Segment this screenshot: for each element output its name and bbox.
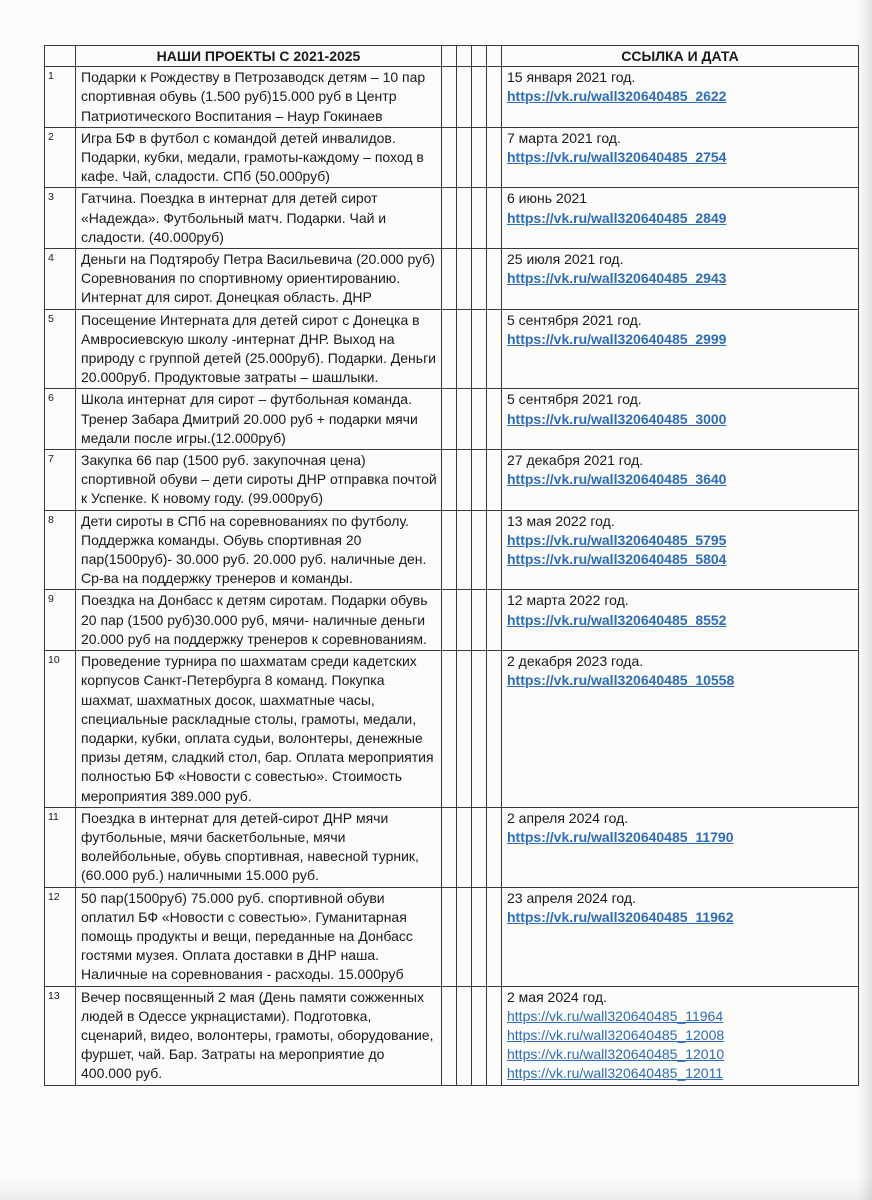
project-description: Посещение Интерната для детей сирот с Донецка в Амвросиевскую школу -интернат ДНР. Выход на природу с группой детей (25.000руб). Подарки. Деньги 20.000руб. Продуктовые затраты – шашлыки. xyxy=(76,309,442,389)
blank-cell xyxy=(487,510,502,590)
project-link[interactable]: https://vk.ru/wall320640485_12010 xyxy=(507,1046,725,1063)
table-row xyxy=(45,188,859,249)
blank-cell xyxy=(487,887,502,986)
blank-cell xyxy=(442,188,457,249)
table-header-row xyxy=(45,46,859,67)
blank-cell xyxy=(472,986,487,1085)
blank-cell xyxy=(472,309,487,389)
blank-cell xyxy=(472,389,487,450)
blank-cell xyxy=(487,807,502,887)
project-date: 5 сентября 2021 год. xyxy=(507,391,642,408)
row-number: 13 xyxy=(45,986,76,1085)
project-link[interactable]: https://vk.ru/wall320640485_3000 xyxy=(507,410,727,427)
blank-cell xyxy=(472,249,487,310)
project-link[interactable]: https://vk.ru/wall320640485_2622 xyxy=(507,88,727,105)
project-description: Дети сироты в СПб на соревнованиях по футболу. Поддержка команды. Обувь спортивная 20 пар(1500руб)- 30.000 руб. 20.000 руб. наличные ден. Ср-ва на поддержку тренеров и команды. xyxy=(76,510,442,590)
table-row xyxy=(45,510,859,590)
blank-cell xyxy=(457,127,472,188)
table-row xyxy=(45,67,859,128)
project-date: 23 апреля 2024 год. xyxy=(507,889,636,906)
project-link[interactable]: https://vk.ru/wall320640485_11964 xyxy=(507,1007,724,1024)
link-date-cell xyxy=(502,651,859,808)
blank-cell xyxy=(487,590,502,651)
project-description: Школа интернат для сирот – футбольная команда. Тренер Забара Дмитрий 20.000 руб + подарки мячи медали после игры.(12.000руб) xyxy=(76,389,442,450)
project-link[interactable]: https://vk.ru/wall320640485_11790 xyxy=(507,828,734,845)
blank-cell xyxy=(442,590,457,651)
blank-cell xyxy=(457,887,472,986)
project-date: 27 декабря 2021 год. xyxy=(507,452,644,469)
blank-cell xyxy=(457,309,472,389)
blank-cell xyxy=(487,986,502,1085)
blank-cell xyxy=(472,67,487,128)
blank-cell xyxy=(457,590,472,651)
row-number: 12 xyxy=(45,887,76,986)
page-edge-shadow xyxy=(858,0,872,1200)
project-link[interactable]: https://vk.ru/wall320640485_2849 xyxy=(507,209,727,226)
project-description: Проведение турнира по шахматам среди кадетских корпусов Санкт-Петербурга 8 команд. Покупка шахмат, шахматных досок, шахматные часы, специальные раскладные столы, грамоты, медали, подарки, кубки, оплата судьи, волонтеры, денежные призы детям, сладкий стол, бар. Оплата мероприятия полностью БФ «Новости с совестью». Стоимость мероприятия 389.000 руб. xyxy=(76,651,442,808)
header-blank xyxy=(472,46,487,67)
table-row xyxy=(45,249,859,310)
link-date-cell xyxy=(502,389,859,450)
row-number: 11 xyxy=(45,807,76,887)
blank-cell xyxy=(472,450,487,511)
blank-cell xyxy=(457,807,472,887)
project-date: 2 декабря 2023 года. xyxy=(507,653,644,670)
table-row xyxy=(45,389,859,450)
header-projects: НАШИ ПРОЕКТЫ С 2021-2025 xyxy=(76,46,442,67)
blank-cell xyxy=(457,249,472,310)
project-description: Деньги на Подтяробу Петра Васильевича (20.000 руб) Соревнования по спортивному ориентированию. Интернат для сирот. Донецкая область. ДНР xyxy=(76,249,442,310)
blank-cell xyxy=(472,887,487,986)
blank-cell xyxy=(457,510,472,590)
row-number: 6 xyxy=(45,389,76,450)
link-date-cell xyxy=(502,127,859,188)
blank-cell xyxy=(442,986,457,1085)
project-link[interactable]: https://vk.ru/wall320640485_5804 xyxy=(507,551,727,568)
project-description: Поездка на Донбасс к детям сиротам. Подарки обувь 20 пар (1500 руб)30.000 руб, мячи- наличные деньги 20.000 руб на поддержку тренеров к соревнованиям. xyxy=(76,590,442,651)
blank-cell xyxy=(442,510,457,590)
projects-table xyxy=(44,45,859,1086)
row-number: 4 xyxy=(45,249,76,310)
project-description: Игра БФ в футбол с командой детей инвалидов. Подарки, кубки, медали, грамоты-каждому – поход в кафе. Чай, сладости. СПб (50.000руб) xyxy=(76,127,442,188)
link-date-cell xyxy=(502,309,859,389)
project-link[interactable]: https://vk.ru/wall320640485_2999 xyxy=(507,330,727,347)
header-blank xyxy=(442,46,457,67)
blank-cell xyxy=(472,651,487,808)
row-number: 8 xyxy=(45,510,76,590)
table-row xyxy=(45,127,859,188)
link-date-cell xyxy=(502,249,859,310)
blank-cell xyxy=(472,510,487,590)
blank-cell xyxy=(442,309,457,389)
project-description: 50 пар(1500руб) 75.000 руб. спортивной обуви оплатил БФ «Новости с совестью». Гуманитарная помощь продукты и вещи, переданные на Донбасс гостями музея. Оплата доставки в ДНР наша. Наличные на соревнования - расходы. 15.000руб xyxy=(76,887,442,986)
project-date: 15 января 2021 год. xyxy=(507,69,636,86)
blank-cell xyxy=(442,887,457,986)
project-link[interactable]: https://vk.ru/wall320640485_10558 xyxy=(507,672,735,689)
blank-cell xyxy=(442,127,457,188)
project-link[interactable]: https://vk.ru/wall320640485_12011 xyxy=(507,1065,724,1082)
blank-cell xyxy=(487,249,502,310)
blank-cell xyxy=(487,127,502,188)
blank-cell xyxy=(487,651,502,808)
row-number: 9 xyxy=(45,590,76,651)
blank-cell xyxy=(487,389,502,450)
blank-cell xyxy=(442,450,457,511)
blank-cell xyxy=(472,188,487,249)
project-date: 12 марта 2022 год. xyxy=(507,592,629,609)
blank-cell xyxy=(457,188,472,249)
header-link-date: ССЫЛКА И ДАТА xyxy=(502,46,859,67)
header-blank xyxy=(457,46,472,67)
project-description: Закупка 66 пар (1500 руб. закупочная цена) спортивной обуви – дети сироты ДНР отправка почтой к Успенке. К новому году. (99.000руб) xyxy=(76,450,442,511)
row-number: 3 xyxy=(45,188,76,249)
blank-cell xyxy=(457,67,472,128)
project-link[interactable]: https://vk.ru/wall320640485_2754 xyxy=(507,149,727,166)
link-date-cell xyxy=(502,807,859,887)
blank-cell xyxy=(442,67,457,128)
project-description: Подарки к Рождеству в Петрозаводск детям – 10 пар спортивная обувь (1.500 руб)15.000 руб в Центр Патриотического Воспитания – Наур Гокинаев xyxy=(76,67,442,128)
project-link[interactable]: https://vk.ru/wall320640485_2943 xyxy=(507,270,727,287)
project-link[interactable]: https://vk.ru/wall320640485_8552 xyxy=(507,611,727,628)
project-date: 5 сентября 2021 год. xyxy=(507,311,642,328)
project-link[interactable]: https://vk.ru/wall320640485_11962 xyxy=(507,908,734,925)
table-row xyxy=(45,309,859,389)
table-row xyxy=(45,986,859,1085)
blank-cell xyxy=(487,309,502,389)
project-link[interactable]: https://vk.ru/wall320640485_5795 xyxy=(507,531,727,548)
page-bottom-shadow xyxy=(0,1178,872,1200)
blank-cell xyxy=(457,450,472,511)
blank-cell xyxy=(442,389,457,450)
project-date: 2 мая 2024 год. xyxy=(507,988,607,1005)
project-link[interactable]: https://vk.ru/wall320640485_12008 xyxy=(507,1026,725,1043)
link-date-cell xyxy=(502,510,859,590)
table-row xyxy=(45,887,859,986)
link-date-cell xyxy=(502,887,859,986)
blank-cell xyxy=(442,651,457,808)
table-row xyxy=(45,450,859,511)
row-number: 10 xyxy=(45,651,76,808)
header-blank xyxy=(487,46,502,67)
blank-cell xyxy=(472,807,487,887)
row-number: 5 xyxy=(45,309,76,389)
blank-cell xyxy=(487,450,502,511)
link-date-cell xyxy=(502,986,859,1085)
row-number: 7 xyxy=(45,450,76,511)
link-date-cell xyxy=(502,590,859,651)
blank-cell xyxy=(457,389,472,450)
project-date: 6 июнь 2021 xyxy=(507,190,588,207)
table-row xyxy=(45,651,859,808)
row-number: 1 xyxy=(45,67,76,128)
project-date: 25 июля 2021 год. xyxy=(507,251,624,268)
project-date: 13 мая 2022 год. xyxy=(507,512,615,529)
table-row xyxy=(45,590,859,651)
link-date-cell xyxy=(502,450,859,511)
project-date: 7 марта 2021 год. xyxy=(507,129,621,146)
project-link[interactable]: https://vk.ru/wall320640485_3640 xyxy=(507,471,727,488)
blank-cell xyxy=(487,188,502,249)
project-description: Гатчина. Поездка в интернат для детей сирот «Надежда». Футбольный матч. Подарки. Чай и сладости. (40.000руб) xyxy=(76,188,442,249)
link-date-cell xyxy=(502,67,859,128)
table-row xyxy=(45,807,859,887)
header-num xyxy=(45,46,76,67)
project-date: 2 апреля 2024 год. xyxy=(507,809,629,826)
row-number: 2 xyxy=(45,127,76,188)
blank-cell xyxy=(487,67,502,128)
blank-cell xyxy=(442,249,457,310)
blank-cell xyxy=(442,807,457,887)
project-description: Вечер посвященный 2 мая (День памяти сожженных людей в Одессе укрнацистами). Подготовка, сценарий, видео, волонтеры, грамоты, оборудование, фуршет, чай. Бар. Затраты на мероприятие до 400.000 руб. xyxy=(76,986,442,1085)
blank-cell xyxy=(457,986,472,1085)
blank-cell xyxy=(472,127,487,188)
blank-cell xyxy=(472,590,487,651)
link-date-cell xyxy=(502,188,859,249)
project-description: Поездка в интернат для детей-сирот ДНР мячи футбольные, мячи баскетбольные, мячи волейбольные, обувь спортивная, навесной турник, (60.000 руб.) наличными 15.000 руб. xyxy=(76,807,442,887)
blank-cell xyxy=(457,651,472,808)
